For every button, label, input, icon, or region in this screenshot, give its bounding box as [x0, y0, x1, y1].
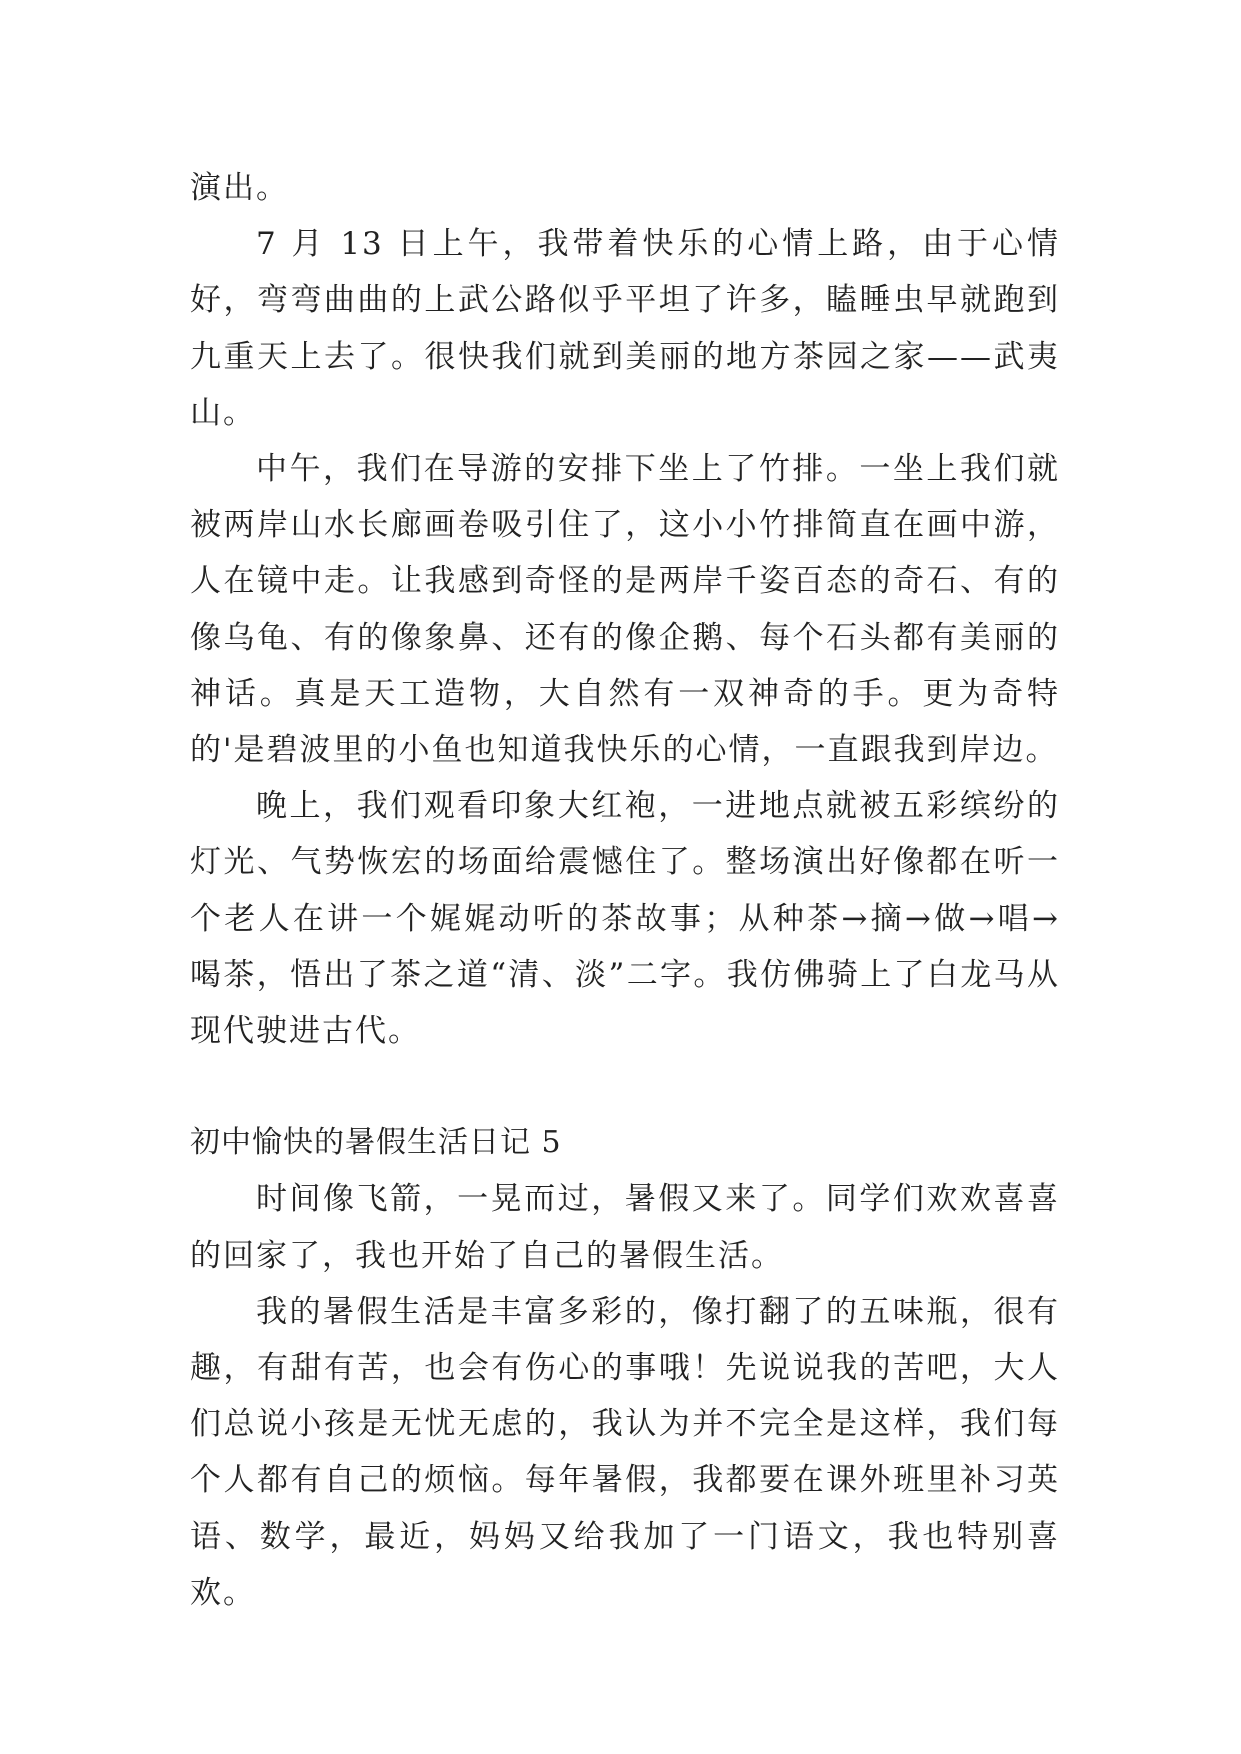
- paragraph-morning-trip: 7 月 13 日上午，我带着快乐的心情上路，由于心情好，弯弯曲曲的上武公路似乎平坦了许多，瞌睡虫早就跑到九重天上去了。很快我们就到美丽的地方茶园之家——武夷山。: [190, 226, 1060, 431]
- document-body: [190, 160, 1060, 1621]
- paragraph-bamboo-raft: 中午，我们在导游的安排下坐上了竹排。一坐上我们就被两岸山水长廊画卷吸引住了，这小小竹排简直在画中游，人在镜中走。让我感到奇怪的是两岸千姿百态的奇石、有的像乌龟、有的像象鼻、还有的像企鹅、每个石头都有美丽的神话。真是天工造物，大自然有一双神奇的手。更为奇特的'是碧波里的小鱼也知道我快乐的心情，一直跟我到岸边。: [190, 451, 1060, 769]
- section-title: 初中愉快的暑假生活日记 5: [190, 1125, 562, 1161]
- paragraph-summer-life: 我的暑假生活是丰富多彩的，像打翻了的五味瓶，很有趣，有甜有苦，也会有伤心的事哦！先说说我的苦吧，大人们总说小孩是无忧无虑的，我认为并不完全是这样，我们每个人都有自己的烦恼。每年暑假，我都要在课外班里补习英语、数学，最近，妈妈又给我加了一门语文，我也特别喜欢。: [190, 1293, 1060, 1611]
- paragraph-summer-begins: 时间像飞箭，一晃而过，暑假又来了。同学们欢欢喜喜的回家了，我也开始了自己的暑假生活。: [190, 1181, 1060, 1274]
- paragraph-continuation: 演出。: [190, 170, 289, 206]
- paragraph-evening-show: 晚上，我们观看印象大红袍，一进地点就被五彩缤纷的灯光、气势恢宏的场面给震憾住了。整场演出好像都在听一个老人在讲一个娓娓动听的茶故事；从种茶→摘→做→唱→喝茶，悟出了茶之道“清、淡”二字。我仿佛骑上了白龙马从现代驶进古代。: [190, 788, 1060, 1050]
